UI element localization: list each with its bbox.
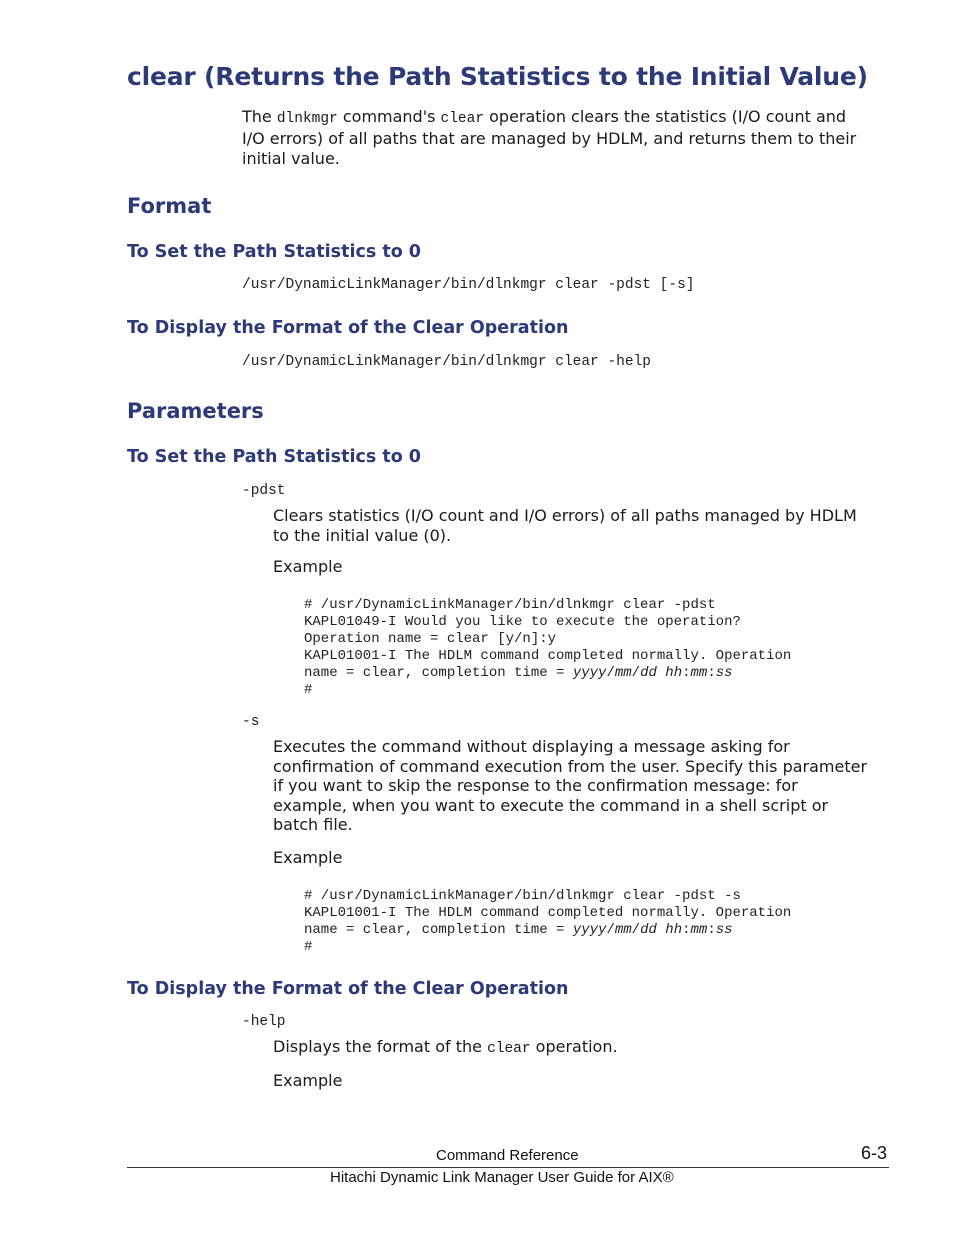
footer-divider (127, 1167, 889, 1168)
placeholder-month: mm (614, 665, 632, 681)
param-help-text: Displays the format of the (273, 1037, 488, 1056)
placeholder-second: ss (715, 665, 733, 681)
param-s-desc-line: Executes the command without displaying a message asking for (273, 737, 790, 756)
code-line: # (304, 939, 313, 955)
code-line: KAPL01001-I The HDLM command completed normally. Operation (304, 648, 792, 664)
footer-page-number: 6-3 (861, 1143, 888, 1163)
parameters-set-heading: To Set the Path Statistics to 0 (127, 447, 421, 467)
page-title: clear (Returns the Path Statistics to the Initial Value) (127, 62, 868, 91)
code-line: name = clear, completion time = yyyy/mm/dd hh:mm:ss (304, 665, 733, 681)
format-set-command: /usr/DynamicLinkManager/bin/dlnkmgr clear -pdst [-s] (242, 277, 695, 293)
inline-code-clear: clear (487, 1041, 531, 1057)
param-help-description (273, 1037, 618, 1059)
placeholder-minute: mm (690, 665, 708, 681)
param-s-description (273, 737, 867, 835)
intro-text: command's (337, 107, 441, 126)
param-pdst-desc-line: to the initial value (0). (273, 526, 452, 545)
format-set-heading: To Set the Path Statistics to 0 (127, 242, 421, 262)
placeholder-hour: hh (665, 665, 683, 681)
param-s-desc-line: example, when you want to execute the command in a shell script or (273, 795, 829, 815)
code-line: # (304, 682, 313, 698)
inline-code-dlnkmgr: dlnkmgr (276, 111, 338, 127)
placeholder-minute: mm (690, 922, 708, 938)
intro-text: The (242, 107, 277, 126)
code-text: name = clear, completion time = (304, 665, 573, 681)
intro-line-2: I/O errors) of all paths that are managed by HDLM, and returns them to their (242, 129, 857, 148)
param-s-example-label: Example (273, 848, 343, 867)
placeholder-second: ss (715, 922, 733, 938)
code-line: # /usr/DynamicLinkManager/bin/dlnkmgr clear -pdst -s (304, 888, 741, 904)
code-line: Operation name = clear [y/n]:y (304, 631, 557, 647)
param-s-name: -s (242, 714, 260, 730)
intro-text: operation clears the statistics (I/O count and (484, 107, 847, 126)
param-pdst-desc-line: Clears statistics (I/O count and I/O errors) of all paths managed by HDLM (273, 506, 857, 525)
intro-line-3: initial value. (242, 149, 340, 168)
parameters-heading: Parameters (127, 399, 264, 423)
param-s-desc-line: batch file. (273, 815, 353, 835)
param-help-text: operation. (530, 1037, 618, 1056)
code-line: KAPL01049-I Would you like to execute the operation? (304, 614, 741, 630)
code-line: KAPL01001-I The HDLM command completed normally. Operation (304, 905, 792, 921)
format-heading: Format (127, 194, 212, 218)
placeholder-year: yyyy (572, 922, 607, 938)
intro-paragraph (242, 107, 856, 169)
param-pdst-example-label: Example (273, 557, 343, 576)
param-pdst-description (273, 506, 857, 546)
param-s-example-code (304, 888, 791, 956)
inline-code-clear: clear (440, 111, 485, 127)
placeholder-day: dd (640, 665, 657, 681)
code-line: # /usr/DynamicLinkManager/bin/dlnkmgr clear -pdst (304, 597, 716, 613)
footer-section-title: Command Reference (436, 1147, 579, 1164)
param-pdst-name: -pdst (242, 483, 286, 499)
placeholder-day: dd (640, 922, 657, 938)
param-pdst-example-code (304, 597, 791, 699)
format-display-heading: To Display the Format of the Clear Operation (127, 318, 569, 338)
footer-book-title: Hitachi Dynamic Link Manager User Guide for AIX® (330, 1169, 674, 1186)
format-display-command: /usr/DynamicLinkManager/bin/dlnkmgr clear -help (242, 354, 651, 370)
code-line: name = clear, completion time = yyyy/mm/dd hh:mm:ss (304, 922, 733, 938)
param-s-desc-line: confirmation of command execution from the user. Specify this parameter (273, 756, 868, 776)
code-text: name = clear, completion time = (304, 922, 573, 938)
placeholder-month: mm (614, 922, 632, 938)
placeholder-year: yyyy (572, 665, 607, 681)
param-help-name: -help (242, 1014, 286, 1030)
placeholder-hour: hh (665, 922, 683, 938)
param-s-desc-line: if you want to skip the response to the confirmation message: for (273, 776, 798, 796)
param-help-example-label: Example (273, 1071, 343, 1090)
parameters-display-heading: To Display the Format of the Clear Operation (127, 979, 569, 999)
